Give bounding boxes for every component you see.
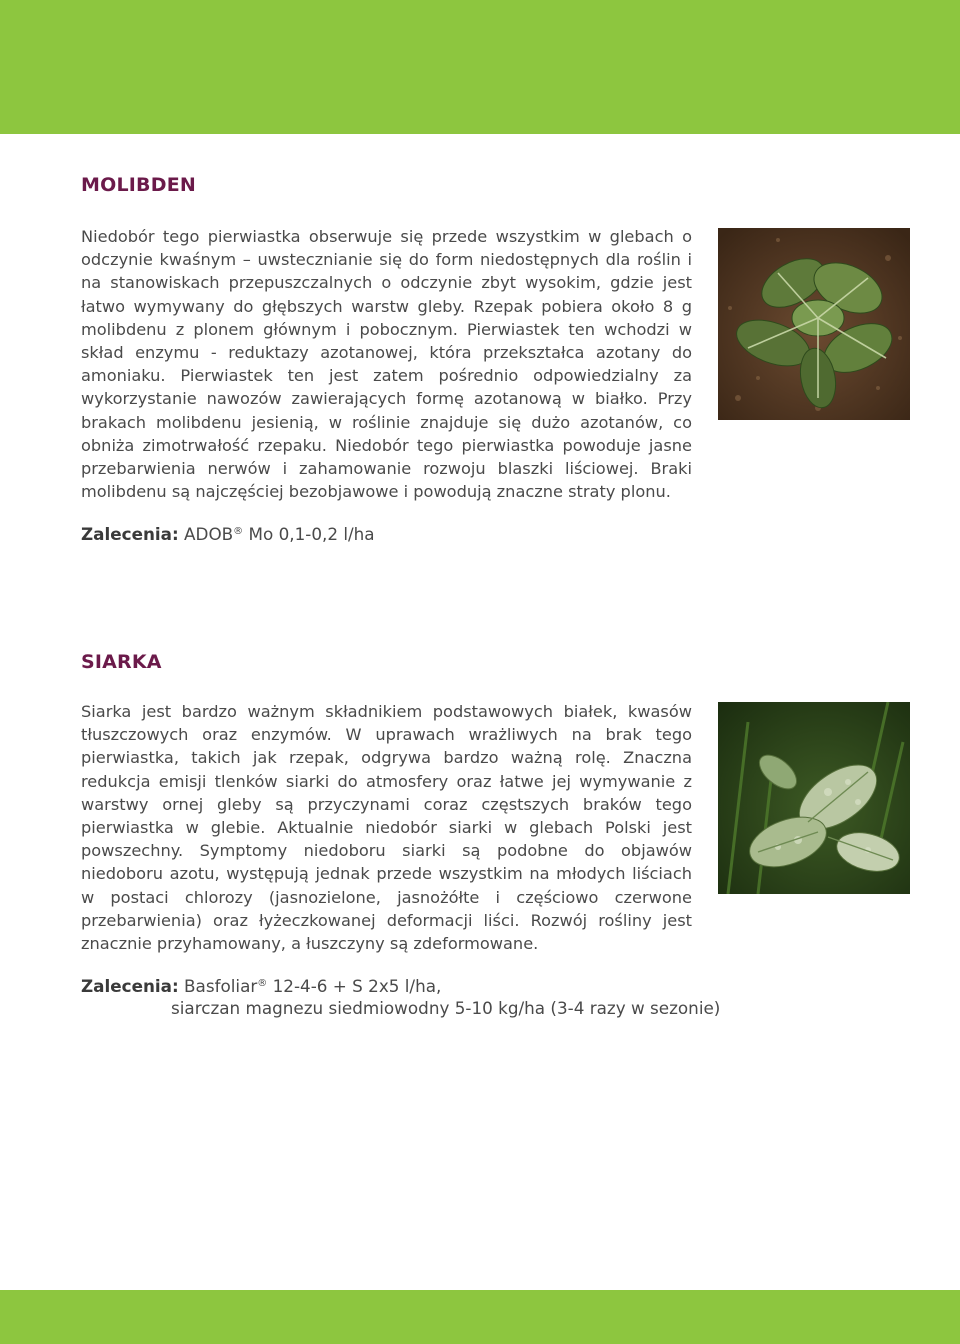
siarka-plant-image <box>718 702 910 894</box>
molibden-body-text: Niedobór tego pierwiastka obserwuje się przede wszystkim w glebach o odczynie kwaśnym – uwstecznianie się do form niedostępnych dla roślin i na stanowiskach przepuszczalnych o odczynie zbyt wysokim, gdzie jest łatwo wymywany do głębszych warstw gleby. Rzepak pobiera około 8 g molibdenu z plonem głównym i pobocznym. Pierwiastek ten wchodzi w skład enzymu - reduktazy azotanowej, która przekształca azotany do amoniaku. Pierwiastek ten jest zatem pośrednio odpowiedzialny za wykorzystanie nawozów zawierających formę azotanową w białko. Przy brakach molibdenu jesienią, w roślinie znajduje się dużo azotanów, co obniża zimotrwałość rzepaku. Niedobór tego pierwiastka powoduje jasne przebarwienia nerwów i zahamowanie rozwoju blaszki liściowej. Braki molibdenu są najczęściej bezobjawowe i powodują znaczne straty plonu. <box>81 227 692 502</box>
registered-mark: ® <box>257 978 268 989</box>
siarka-recommendation <box>81 972 441 998</box>
siarka-reco-label: Zalecenia: <box>81 976 179 996</box>
siarka-reco-dose: 12-4-6 + S 2x5 l/ha, <box>267 976 442 996</box>
bottom-green-band <box>0 1290 960 1344</box>
molibden-reco-dose: Mo 0,1-0,2 l/ha <box>243 524 375 544</box>
top-green-band <box>0 0 960 134</box>
registered-mark: ® <box>233 526 244 537</box>
molibden-reco-label: Zalecenia: <box>81 524 179 544</box>
siarka-recommendation-line2: siarczan magnezu siedmiowodny 5-10 kg/ha (3-4 razy w sezonie) <box>171 998 721 1018</box>
molibden-plant-image <box>718 228 910 420</box>
section-heading-molibden: MOLIBDEN <box>81 174 196 196</box>
siarka-body-text: Siarka jest bardzo ważnym składnikiem podstawowych białek, kwasów tłuszczowych oraz enzymów. W uprawach wrażliwych na brak tego pierwiastka, takich jak rzepak, odgrywa bardzo ważną rolę. Znaczna redukcja emisji tlenków siarki do atmosfery oraz łatwe jej wymywanie z warstwy ornej gleby są przyczynami coraz częstszych braków tego pierwiastka w glebie. Aktualnie niedobór siarki w glebach Polski jest powszechny. Symptomy niedoboru siarki są podobne do objawów niedoboru azotu, występują jednak przede wszystkim na młodych liściach w postaci chlorozy (jasnozielone, jasnożółte i częściowo czerwone przebarwienia) oraz łyżeczkowanej deformacji liści. Rozwój rośliny jest znacznie przyhamowany, a łuszczyny są zdeformowane. <box>81 702 692 954</box>
molibden-reco-product: ADOB <box>184 524 234 544</box>
section-heading-siarka: SIARKA <box>81 651 162 673</box>
molibden-deficiency-photo <box>718 228 910 420</box>
siarka-deficiency-photo <box>718 702 910 894</box>
siarka-reco-product: Basfoliar <box>184 976 258 996</box>
molibden-recommendation <box>81 520 375 546</box>
